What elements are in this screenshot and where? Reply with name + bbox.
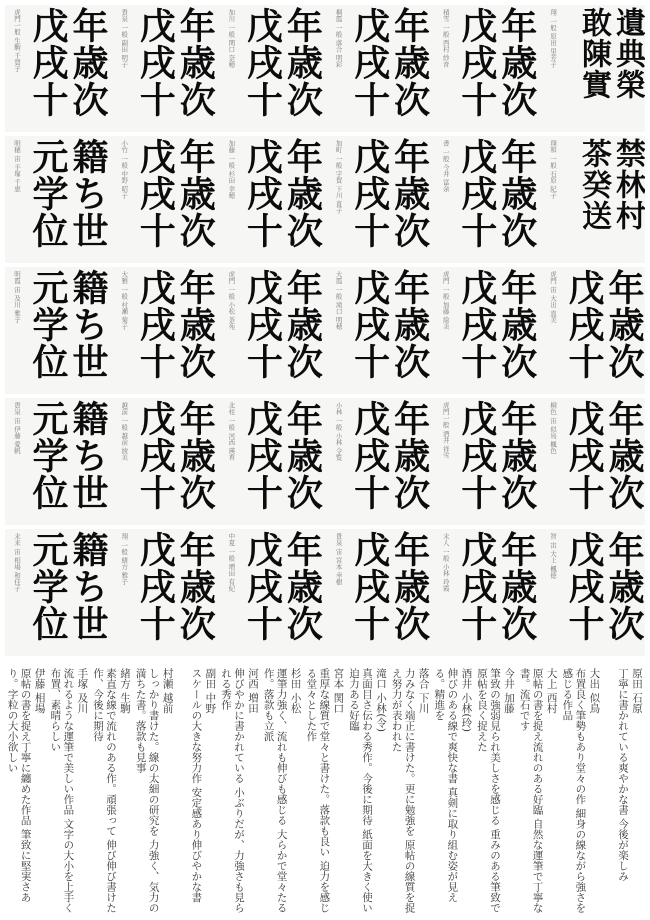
calligraphy-text: [134, 400, 217, 523]
entry-signature: 北柱 一般 河西 瑛香: [227, 402, 236, 461]
entry-signature: 積雪 一般 西村 紗音: [441, 9, 450, 68]
calligraphy-column: 遺典榮: [610, 7, 645, 100]
comment-names: 酒井 小林(玲): [460, 668, 473, 733]
comment-text: 素直な線で流れのある作。頑張って 伸び伸び書けた作、今後に期待: [91, 668, 117, 913]
calligraphy-column: 年歳次: [603, 269, 645, 380]
calligraphy-entry: [434, 5, 538, 132]
comment-names: 杉田 小松: [289, 668, 302, 714]
calligraphy-column: 年歳次: [495, 531, 538, 642]
calligraphy-row: [5, 529, 645, 656]
entry-signature: 明霞 宙 及川 雅子: [13, 271, 21, 323]
entry-signature: 虎門一般 酒井 祥雪: [441, 402, 450, 459]
calligraphy-text: [565, 400, 643, 523]
calligraphy-column: 戊戌十: [241, 400, 284, 511]
entry-signature: 翔 一般 緒方 雅子: [120, 533, 129, 585]
calligraphy-column: 戊戌十: [348, 269, 391, 380]
calligraphy-column: 戊戌十: [348, 7, 391, 118]
calligraphy-text: [29, 269, 107, 392]
entry-signature: 未来 宙 相場 和佳子: [13, 533, 21, 592]
calligraphy-column: 年歳次: [174, 7, 217, 118]
comment-block: [560, 668, 603, 913]
calligraphy-column: 敢陳實: [576, 7, 611, 100]
calligraphy-column: 年歳次: [495, 400, 538, 511]
calligraphy-column: 年歳次: [495, 138, 538, 249]
calligraphy-column: 茶癸送: [576, 138, 611, 231]
entry-signature: 虎門 一般 小松 茶苑: [227, 271, 236, 330]
calligraphy-text: [455, 138, 538, 261]
calligraphy-column: 戊戌十: [455, 400, 498, 511]
calligraphy-column: 年歳次: [281, 531, 324, 642]
calligraphy-entry: [219, 398, 323, 525]
calligraphy-column: 年歳次: [281, 400, 324, 511]
calligraphy-column: 戊戌十: [348, 138, 391, 249]
calligraphy-entry: [112, 5, 216, 132]
calligraphy-entry: [112, 529, 216, 656]
calligraphy-entry: [219, 529, 323, 656]
calligraphy-column: 戊戌十: [348, 531, 391, 642]
calligraphy-text: [455, 531, 538, 654]
comment-names: 副田 中野: [204, 668, 217, 714]
calligraphy-entry: [5, 5, 109, 132]
calligraphy-column: 戊戌十: [563, 269, 605, 380]
calligraphy-column: 籍ち世: [67, 269, 109, 380]
calligraphy-text: [241, 531, 324, 654]
entry-signature: 越前 一般 越前 綾美: [120, 402, 129, 461]
calligraphy-text: [29, 531, 107, 654]
entry-signature: 加町 一般 宇賀 下川 直子: [334, 140, 343, 214]
calligraphy-column: 年歳次: [281, 7, 324, 118]
entry-signature: 桐霞 一般 落合 明彩: [334, 9, 343, 68]
entry-signature: 明穂 宙 手塚 千恵: [13, 140, 21, 192]
calligraphy-entry: [219, 136, 323, 263]
comment-names: 大出 似鳥: [588, 668, 601, 714]
calligraphy-text: [455, 269, 538, 392]
calligraphy-text: [29, 138, 107, 261]
calligraphy-entry: [327, 529, 431, 656]
calligraphy-text: [577, 7, 643, 130]
calligraphy-column: 年歳次: [67, 7, 109, 118]
entry-signature: 智 宙 大上 楓德: [549, 533, 557, 579]
calligraphy-column: 戊戌十: [134, 400, 177, 511]
calligraphy-column: 年歳次: [603, 531, 645, 642]
calligraphy-row: [5, 267, 645, 394]
comment-names: 滝口 小林(令): [374, 668, 387, 733]
comment-block: [5, 668, 48, 913]
entry-signature: 小竹 一般 中野 昭子: [120, 140, 129, 199]
calligraphy-column: 元学位: [27, 269, 69, 380]
calligraphy-text: [455, 400, 538, 523]
calligraphy-column: 禁林村: [610, 138, 645, 231]
comment-names: 手塚 及川: [76, 668, 89, 714]
calligraphy-text: [241, 7, 324, 130]
calligraphy-entry: [112, 267, 216, 394]
entry-signature: 虎門 一般 加藤 絵美: [441, 271, 450, 330]
comment-block: [346, 668, 389, 913]
calligraphy-entry: [541, 5, 645, 132]
calligraphy-entry: [219, 267, 323, 394]
comment-text: スケールの大きな努力作 安定感あり伸びやかな書: [190, 668, 203, 903]
comment-text: しっかり書けた。線の太細の研究を 力強く、気力の満ちた書。落款も見事: [134, 668, 160, 913]
entry-signature: 大雅 一般 村瀬 菊子: [120, 271, 129, 330]
calligraphy-entry: [327, 136, 431, 263]
comment-text: 筆致の強弱見られ美しさを感じる 重みのある筆致で原帖を良く捉えた: [475, 668, 501, 913]
calligraphy-text: [348, 7, 431, 130]
calligraphy-column: 年歳次: [388, 269, 431, 380]
calligraphy-entry: [327, 5, 431, 132]
calligraphy-text: [134, 138, 217, 261]
calligraphy-text: [134, 7, 217, 130]
comment-text: 原帖の書を捉え流れのある好臨 自然な運筆で丁寧な書。流石です: [518, 668, 544, 913]
comment-text: 丁寧に書かれている爽やかな書 今後が楽しみ: [616, 668, 629, 882]
calligraphy-entry: [219, 5, 323, 132]
calligraphy-column: 年歳次: [388, 138, 431, 249]
calligraphy-text: [241, 269, 324, 392]
calligraphy-column: 年歳次: [388, 7, 431, 118]
calligraphy-grid: [5, 5, 645, 660]
entry-signature: 翔 一般 原田 里芳子: [549, 9, 557, 68]
calligraphy-column: 戊戌十: [455, 138, 498, 249]
comment-block: [261, 668, 304, 913]
comment-block: [176, 668, 219, 913]
calligraphy-column: 戊戌十: [241, 138, 284, 249]
comments-section: [5, 668, 645, 913]
calligraphy-entry: [112, 136, 216, 263]
comment-block: [90, 668, 133, 913]
comment-names: 原田 石原: [630, 668, 643, 714]
calligraphy-text: [348, 400, 431, 523]
calligraphy-entry: [327, 267, 431, 394]
comment-block: [133, 668, 176, 913]
comment-block: [432, 668, 475, 913]
calligraphy-column: 戊戌十: [241, 269, 284, 380]
calligraphy-column: 年歳次: [281, 269, 324, 380]
calligraphy-text: [455, 7, 538, 130]
comment-text: 真面目さ伝わる秀作。今後に期待 紙面を大きく使い迫力ある好臨: [347, 668, 373, 913]
calligraphy-text: [348, 138, 431, 261]
entry-signature: 貴泉 宙 伊藤 愛帆: [13, 402, 21, 454]
comment-text: 運筆力強く、流れも伸びも感じる 大らかで堂々たる作。落款も立派: [262, 668, 288, 913]
comment-names: 伊藤 相場: [33, 668, 46, 714]
calligraphy-entry: [541, 398, 645, 525]
entry-signature: 虎門一般 生駒 千賀子: [13, 9, 21, 72]
calligraphy-column: 年歳次: [174, 400, 217, 511]
comment-names: 宮本 関口: [332, 668, 345, 714]
calligraphy-text: [134, 269, 217, 392]
comment-text: 重厚な線質で堂々と書けた。落款も良い 迫力を感じる堂々とした作: [305, 668, 331, 913]
entry-signature: 虎門 宙 大出 直美: [549, 271, 557, 323]
calligraphy-text: [241, 400, 324, 523]
calligraphy-column: 元学位: [27, 531, 69, 642]
comment-names: 大上 西村: [545, 668, 558, 714]
calligraphy-column: 年歳次: [174, 531, 217, 642]
comment-block: [389, 668, 432, 913]
calligraphy-column: 戊戌十: [241, 531, 284, 642]
calligraphy-text: [29, 400, 107, 523]
calligraphy-column: 年歳次: [388, 531, 431, 642]
comment-names: 河西 増田: [246, 668, 259, 714]
calligraphy-column: 籍ち世: [67, 400, 109, 511]
calligraphy-entry: [541, 267, 645, 394]
comment-block: [517, 668, 560, 913]
comment-names: 今井 加藤: [502, 668, 515, 714]
entry-signature: 桐色 宙 似鳥 楓色: [549, 402, 557, 454]
calligraphy-text: [577, 138, 643, 261]
calligraphy-column: 戊戌十: [455, 7, 498, 118]
entry-signature: 中夏 一般 増田 有紀: [227, 533, 236, 592]
calligraphy-column: 年歳次: [281, 138, 324, 249]
entry-signature: 加川 一般 関口 奈穂: [227, 9, 236, 68]
entry-signature: 加藤 一般 杉田 幸穂: [227, 140, 236, 199]
entry-signature: 貴泉 一般 副田 明子: [120, 9, 129, 68]
calligraphy-column: 戊戌十: [134, 531, 177, 642]
calligraphy-column: 年歳次: [388, 400, 431, 511]
calligraphy-column: 戊戌十: [134, 138, 177, 249]
calligraphy-entry: [5, 529, 109, 656]
calligraphy-column: 籍ち世: [67, 138, 109, 249]
calligraphy-column: 年歳次: [603, 400, 645, 511]
calligraphy-text: [348, 269, 431, 392]
comment-block: [602, 668, 645, 913]
calligraphy-column: 籍ち世: [67, 531, 109, 642]
calligraphy-text: [241, 138, 324, 261]
calligraphy-column: 年歳次: [174, 138, 217, 249]
calligraphy-entry: [5, 398, 109, 525]
calligraphy-row: [5, 398, 645, 525]
calligraphy-entry: [112, 398, 216, 525]
calligraphy-entry: [327, 398, 431, 525]
calligraphy-column: 元学位: [27, 400, 69, 511]
calligraphy-row: [5, 5, 645, 132]
comment-names: 落合 下川: [417, 668, 430, 714]
comment-text: 伸びのある線で爽快な書 真剣に取り組む姿が見える。精進を: [433, 668, 459, 903]
calligraphy-entry: [5, 267, 109, 394]
calligraphy-entry: [5, 136, 109, 263]
calligraphy-entry: [434, 267, 538, 394]
calligraphy-text: [134, 531, 217, 654]
calligraphy-column: 戊戌十: [348, 400, 391, 511]
calligraphy-entry: [541, 136, 645, 263]
entry-signature: 貴泉 宙 宮本 幸樹: [334, 533, 343, 585]
comment-text: 力みなく端正に書けた。更に勉強を 原帖の線質を捉え努力が表われた: [390, 668, 416, 913]
calligraphy-text: [565, 269, 643, 392]
calligraphy-text: [29, 7, 107, 130]
calligraphy-column: 戊戌十: [455, 269, 498, 380]
entry-signature: 書 一般 今井 富余: [441, 140, 450, 192]
calligraphy-entry: [434, 398, 538, 525]
comment-block: [474, 668, 517, 913]
comment-block: [48, 668, 91, 913]
calligraphy-text: [348, 531, 431, 654]
calligraphy-column: 年歳次: [495, 7, 538, 118]
calligraphy-column: 戊戌十: [134, 269, 177, 380]
comment-text: 流れるような運筆で美しい作品 文字の大小を上手く布置、素晴らしい: [49, 668, 75, 913]
calligraphy-column: 戊戌十: [134, 7, 177, 118]
calligraphy-column: 戊戌十: [563, 531, 605, 642]
calligraphy-column: 戊戌十: [455, 531, 498, 642]
calligraphy-entry: [434, 136, 538, 263]
calligraphy-column: 年歳次: [495, 269, 538, 380]
comment-text: 原帖の書を捉え丁寧に纏めた作品 筆致に堅実さあり。字粒の大小欲しい: [6, 668, 32, 903]
entry-signature: 翔和 一般 石原 紀子: [549, 140, 557, 199]
calligraphy-column: 年歳次: [174, 269, 217, 380]
calligraphy-column: 元学位: [27, 138, 69, 249]
calligraphy-entry: [434, 529, 538, 656]
comment-text: 布置良く筆勢もあり堂々の作 細身の線ながら強さを感じる作品: [561, 668, 587, 913]
comment-names: 緒方 生駒: [118, 668, 131, 714]
calligraphy-row: [5, 136, 645, 263]
calligraphy-entry: [541, 529, 645, 656]
entry-signature: 小林 一般 小林 令覧: [334, 402, 343, 461]
calligraphy-text: [565, 531, 643, 654]
entry-signature: 未人 一般 小林 玲霞: [441, 533, 450, 592]
comment-text: 伸びやかに書かれている 小ぶりだが、力強さも見られる秀作: [219, 668, 245, 913]
entry-signature: 大霞 一般 滝口 明穂: [334, 271, 343, 330]
calligraphy-column: 戊戌十: [27, 7, 69, 118]
comment-block: [304, 668, 347, 913]
comment-names: 村瀬 越前: [161, 668, 174, 714]
calligraphy-column: 戊戌十: [563, 400, 605, 511]
comment-block: [218, 668, 261, 913]
calligraphy-column: 戊戌十: [241, 7, 284, 118]
